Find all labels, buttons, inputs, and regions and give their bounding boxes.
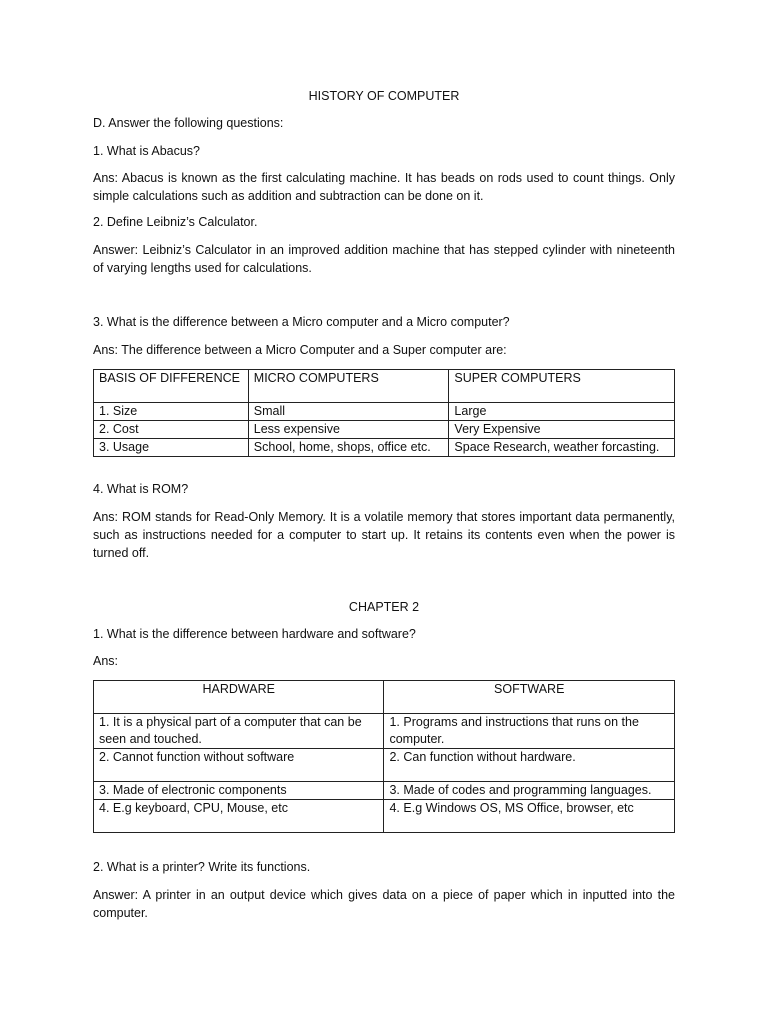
table-cell: 3. Made of codes and programming languages.: [384, 782, 675, 800]
table-header-cell: HARDWARE: [94, 681, 384, 714]
table-cell: 4. E.g keyboard, CPU, Mouse, etc: [94, 800, 384, 833]
answer-4: Ans: ROM stands for Read-Only Memory. It is a volatile memory that stores important data permanently, such as instructions needed for a computer to start up. It retains its contents even when the power is turned off.: [93, 510, 675, 560]
table-cell: 3. Usage: [94, 439, 249, 457]
answer-2: Answer: Leibniz’s Calculator in an improved addition machine that has stepped cylinder with nineteenth of varying lengths used for calculations.: [93, 243, 675, 275]
table-cell: 1. Programs and instructions that runs on the computer.: [384, 714, 675, 749]
table-row: [94, 749, 675, 782]
table-cell: Large: [449, 403, 675, 421]
answer-1: Ans: Abacus is known as the first calculating machine. It has beads on rods used to count things. Only simple calculations such as addition and subtraction can be done on it.: [93, 171, 675, 203]
table-cell: 2. Cost: [94, 421, 249, 439]
chapter2-answer-1: Ans:: [93, 654, 119, 668]
question-3: 3. What is the difference between a Micro computer and a Micro computer?: [93, 315, 510, 329]
table-cell: 2. Can function without hardware.: [384, 749, 675, 782]
table-row: [94, 782, 675, 800]
chapter2-question-1: 1. What is the difference between hardware and software?: [93, 627, 416, 641]
table-row: [94, 439, 675, 457]
comparison-table-micro-super: [93, 369, 675, 457]
table-header-cell: SUPER COMPUTERS: [449, 370, 675, 403]
table-cell: 3. Made of electronic components: [94, 782, 384, 800]
table-cell: Small: [248, 403, 449, 421]
table-row: [94, 714, 675, 749]
section-heading: D. Answer the following questions:: [93, 116, 284, 130]
table-row: [94, 403, 675, 421]
table-row: [94, 421, 675, 439]
table-header-row: [94, 681, 675, 714]
page-title: HISTORY OF COMPUTER: [308, 89, 460, 103]
table-cell: 4. E.g Windows OS, MS Office, browser, etc: [384, 800, 675, 833]
answer-3: Ans: The difference between a Micro Computer and a Super computer are:: [93, 343, 507, 357]
table-cell: Very Expensive: [449, 421, 675, 439]
table-header-cell: SOFTWARE: [384, 681, 675, 714]
table-cell: 1. Size: [94, 403, 249, 421]
table-header-row: [94, 370, 675, 403]
question-4: 4. What is ROM?: [93, 482, 189, 496]
table-cell: Less expensive: [248, 421, 449, 439]
question-2: 2. Define Leibniz’s Calculator.: [93, 215, 258, 229]
table-cell: 1. It is a physical part of a computer that can be seen and touched.: [94, 714, 384, 749]
table-cell: Space Research, weather forcasting.: [449, 439, 675, 457]
chapter-heading: CHAPTER 2: [348, 600, 420, 614]
chapter2-question-2: 2. What is a printer? Write its functions.: [93, 860, 311, 874]
chapter2-answer-2: Answer: A printer in an output device which gives data on a piece of paper which in inputted into the computer.: [93, 888, 675, 920]
question-1: 1. What is Abacus?: [93, 144, 201, 158]
table-cell: 2. Cannot function without software: [94, 749, 384, 782]
comparison-table-hardware-software: [93, 680, 675, 833]
table-cell: School, home, shops, office etc.: [248, 439, 449, 457]
table-header-cell: MICRO COMPUTERS: [248, 370, 449, 403]
table-row: [94, 800, 675, 833]
table-header-cell: BASIS OF DIFFERENCE: [94, 370, 249, 403]
